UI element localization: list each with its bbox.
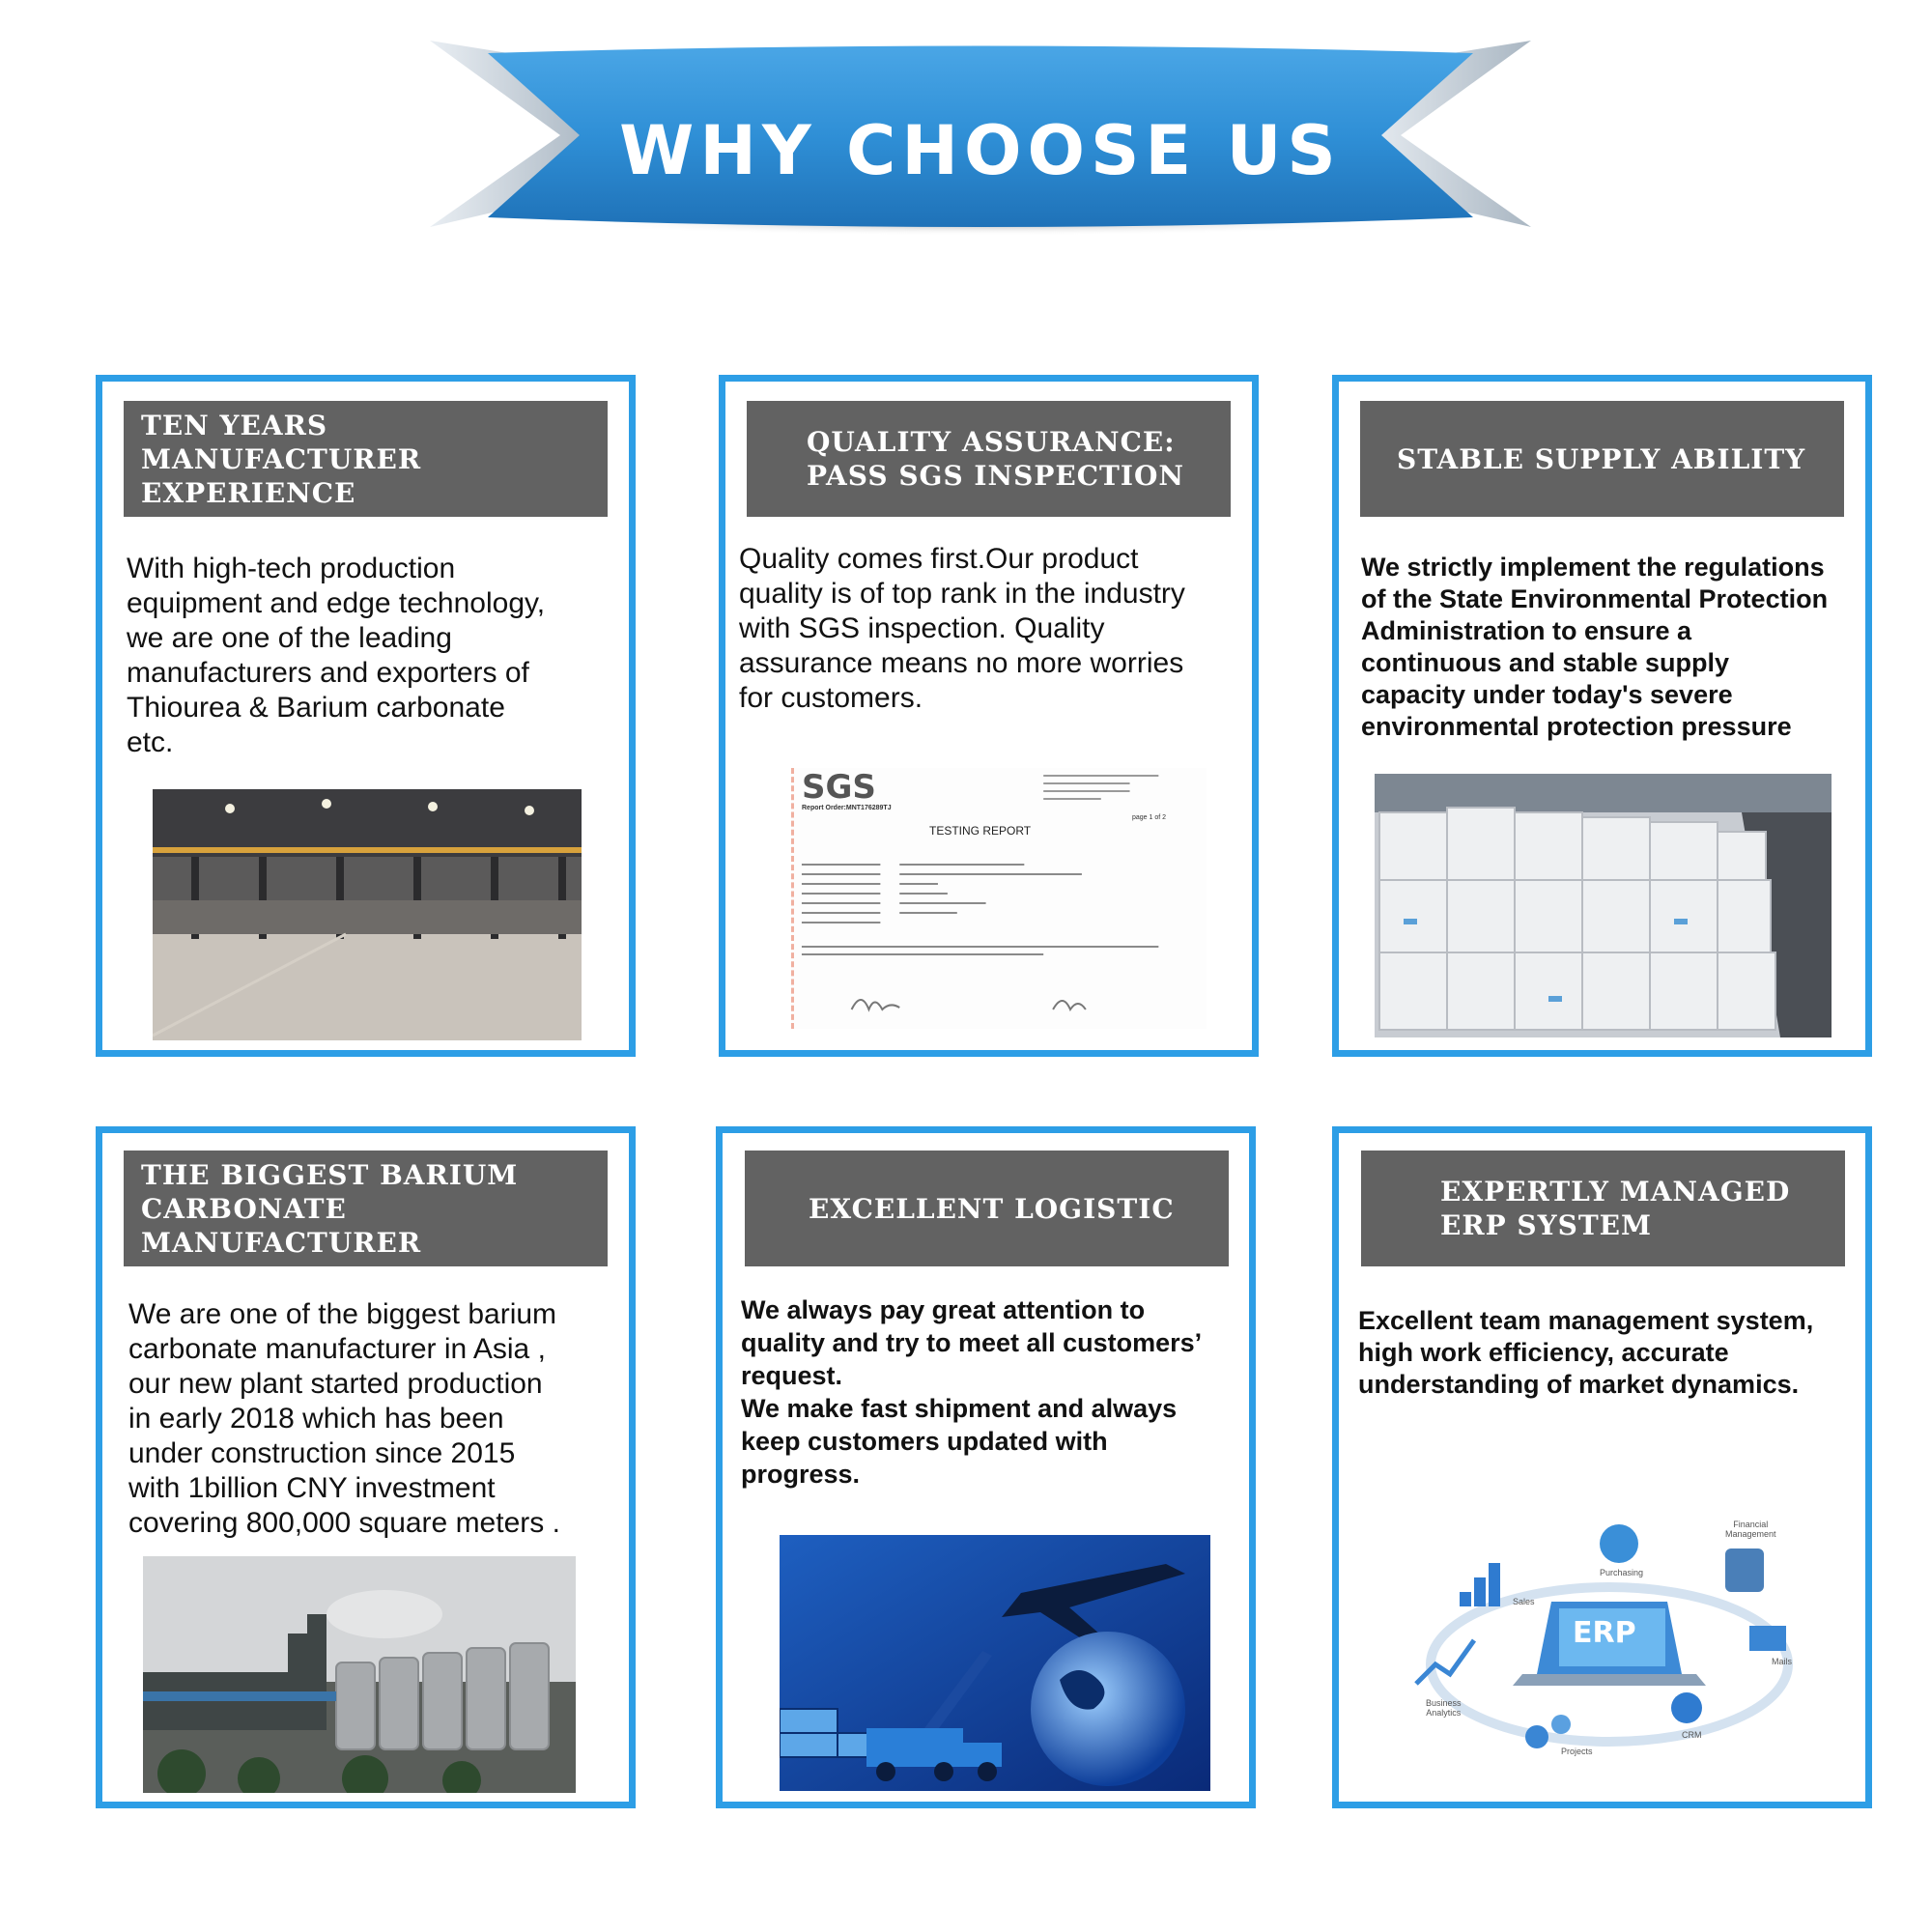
- card-heading: [1360, 401, 1844, 517]
- report-page: page 1 of 2: [1132, 814, 1167, 821]
- heading-text: EXPERTLY MANAGED ERP SYSTEM: [1440, 1176, 1791, 1241]
- card-ten-years: [96, 375, 636, 1057]
- card-biggest-manufacturer: [96, 1126, 636, 1808]
- card-heading: [1361, 1151, 1845, 1266]
- sgs-testing-report: [791, 768, 1207, 1029]
- erp-label-sales: Sales: [1513, 1597, 1535, 1606]
- card-heading: [747, 401, 1231, 517]
- card-erp-system: [1332, 1126, 1872, 1808]
- erp-label-purchasing: Purchasing: [1600, 1568, 1644, 1577]
- card-heading: [745, 1151, 1229, 1266]
- erp-label-projects: Projects: [1561, 1747, 1593, 1756]
- banner-title: WHY CHOOSE US: [619, 111, 1342, 190]
- sgs-logo: SGS: [802, 768, 876, 807]
- heading-text: THE BIGGEST BARIUM CARBONATE MANUFACTURER: [141, 1158, 519, 1259]
- logistics-illustration: [780, 1535, 1210, 1791]
- card-heading: [124, 401, 608, 517]
- card-body-text: We always pay great attention to quality and try to meet all customers’ request. We make fast shipment and always keep customers updated with progress.: [741, 1295, 1203, 1489]
- card-body-text: With high-tech production equipment and edge technology, we are one of the leading manufacturers and exporters of Thiourea & Barium carbonate etc.: [127, 553, 546, 758]
- erp-label-crm: CRM: [1682, 1730, 1702, 1740]
- heading-text: EXCELLENT LOGISTIC: [809, 1192, 1175, 1225]
- card-body-text: We strictly implement the regulations of the State Environmental Protection Administration to ensure a continuous and stable supply capacity under today's severe environmental protection pressure: [1361, 553, 1829, 741]
- card-stable-supply: [1332, 375, 1872, 1057]
- warehouse-bags-photo: [1375, 774, 1832, 1037]
- card-body-text: Excellent team management system, high work efficiency, accurate understanding of market dynamics.: [1358, 1306, 1814, 1399]
- card-heading: [124, 1151, 608, 1266]
- erp-center-label: ERP: [1573, 1616, 1636, 1650]
- plant-exterior-photo: [143, 1556, 576, 1793]
- card-body-text: We are one of the biggest barium carbonate manufacturer in Asia , our new plant started production in early 2018 which has been under construction since 2015 with 1billion CNY investment covering 800,000 square meters .: [128, 1298, 560, 1539]
- heading-text: QUALITY ASSURANCE: PASS SGS INSPECTION: [807, 426, 1184, 492]
- erp-diagram: [1406, 1520, 1807, 1761]
- card-body-text: Quality comes first.Our product quality is of top rank in the industry with SGS inspection. Quality assurance means no more worries for customers.: [739, 543, 1185, 714]
- report-title: TESTING REPORT: [929, 824, 1032, 838]
- erp-label-business-analytics: Business Analytics: [1426, 1698, 1462, 1718]
- heading-text: STABLE SUPPLY ABILITY: [1397, 442, 1806, 475]
- report-order: Report Order:MNT176289TJ: [802, 805, 892, 811]
- card-quality-assurance: [719, 375, 1259, 1057]
- erp-label-mails: Mails: [1772, 1657, 1793, 1666]
- factory-interior-photo: [153, 789, 582, 1040]
- why-choose-us-banner: [415, 29, 1546, 261]
- card-excellent-logistic: [716, 1126, 1256, 1808]
- heading-text: TEN YEARS MANUFACTURER EXPERIENCE: [141, 409, 422, 509]
- erp-label-financial: Financial Management: [1725, 1520, 1776, 1539]
